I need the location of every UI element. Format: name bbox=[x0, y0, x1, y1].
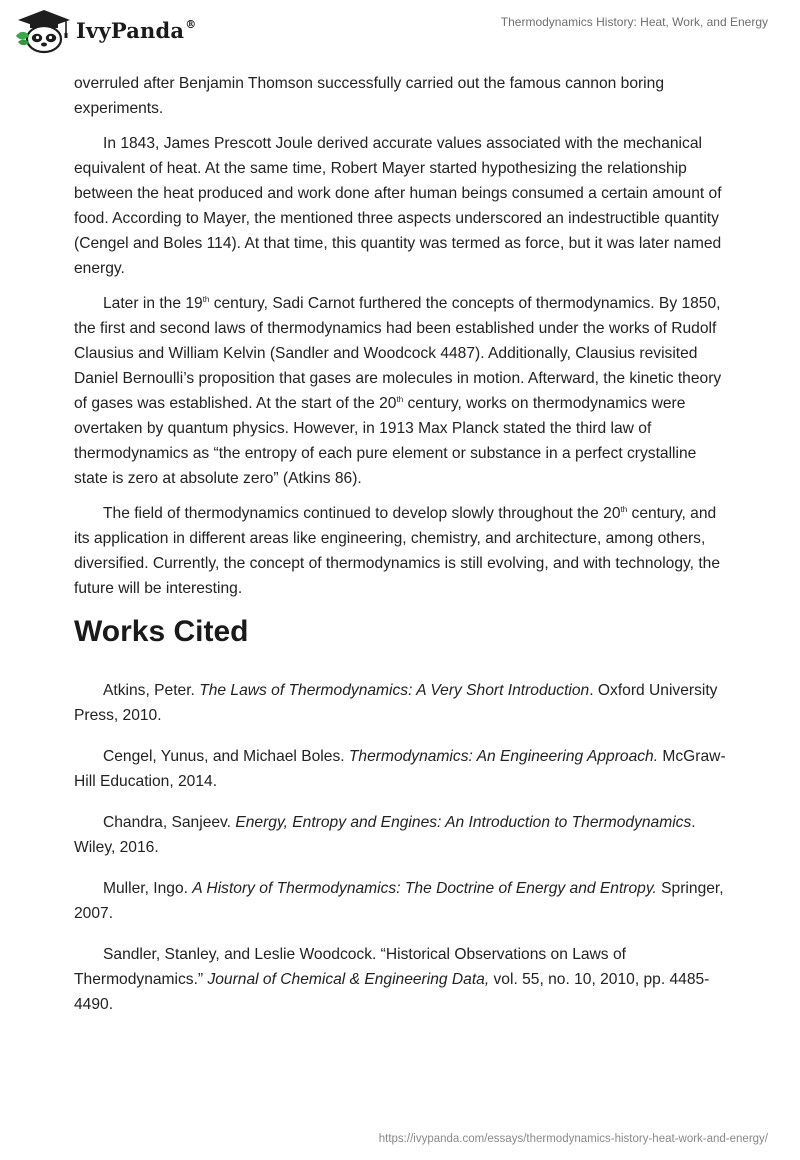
header-document-title: Thermodynamics History: Heat, Work, and Energy bbox=[500, 15, 768, 29]
brand-name[interactable]: IvyPanda® bbox=[76, 18, 197, 43]
citation-entry: Chandra, Sanjeev. Energy, Entropy and Engines: An Introduction to Thermodynamics. Wiley, 2016. bbox=[74, 814, 696, 856]
page-header bbox=[0, 0, 800, 70]
ivypanda-logo-icon[interactable] bbox=[14, 8, 74, 54]
paragraph: In 1843, James Prescott Joule derived accurate values associated with the mechanical equivalent of heat. At the same time, Robert Mayer started hypothesizing the relationship between the heat produced and work done after human beings consumed a certain amount of food. According to Mayer, the mentioned three aspects underscored an indestructible quantity (Cengel and Boles 114). At that time, this quantity was termed as force, but it was later named energy. bbox=[74, 135, 722, 277]
paragraph: The field of thermodynamics continued to develop slowly throughout the 20th century, and its application in different areas like engineering, chemistry, and architecture, among others, diversified. Currently, the concept of thermodynamics is still evolving, and with technology, the future will be interesting. bbox=[74, 504, 721, 597]
works-cited-heading: Works Cited bbox=[74, 615, 249, 648]
essay-content bbox=[74, 71, 726, 1033]
paragraph: Later in the 19th century, Sadi Carnot furthered the concepts of thermodynamics. By 1850, the first and second laws of thermodynamics had been established under the works of Rudolf Clausius and William Kelvin (Sandler and Woodcock 4487). Additionally, Clausius revisited Daniel Bernoulli’s proposition that gases are molecules in motion. Afterward, the kinetic theory of gases was established. At the start of the 20th century, works on thermodynamics were overtaken by quantum physics. However, in 1913 Max Planck stated the third law of thermodynamics as “the entropy of each pure element or substance in a perfect crystalline state is zero at absolute zero” (Atkins 86). bbox=[74, 294, 722, 487]
paragraph: overruled after Benjamin Thomson successfully carried out the famous cannon boring experiments. bbox=[74, 75, 664, 117]
citation-entry: Atkins, Peter. The Laws of Thermodynamics: A Very Short Introduction. Oxford University Press, 2010. bbox=[74, 682, 718, 724]
citation-entry: Cengel, Yunus, and Michael Boles. Thermodynamics: An Engineering Approach. McGraw-Hill Education, 2014. bbox=[74, 748, 726, 790]
citation-entry: Muller, Ingo. A History of Thermodynamics: The Doctrine of Energy and Entropy. Springer, 2007. bbox=[74, 880, 724, 922]
footer-url-link[interactable]: https://ivypanda.com/essays/thermodynamics-history-heat-work-and-energy/ bbox=[378, 1133, 768, 1145]
citation-entry: Sandler, Stanley, and Leslie Woodcock. “Historical Observations on Laws of Thermodynamics.” Journal of Chemical & Engineering Data, vol. 55, no. 10, 2010, pp. 4485-4490. bbox=[74, 946, 710, 1013]
